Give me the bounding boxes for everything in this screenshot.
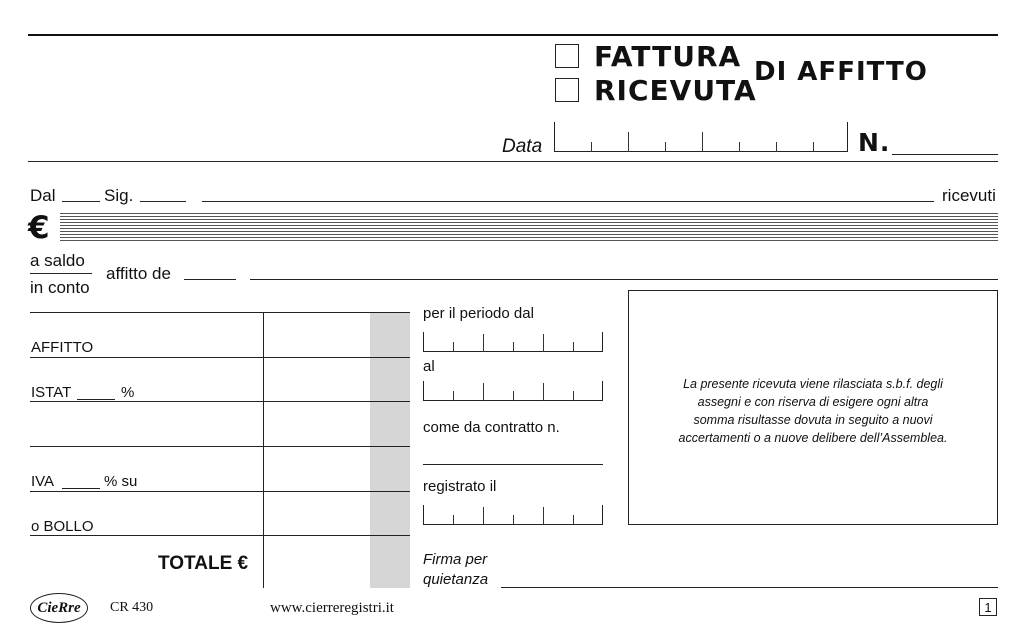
- registered-tick: [513, 515, 514, 525]
- contract-number-field[interactable]: [423, 464, 603, 465]
- registered-tick: [483, 507, 484, 525]
- sig-label: Sig.: [104, 186, 134, 205]
- table-row-line: [30, 312, 410, 313]
- website-link[interactable]: www.cierreregistri.it: [270, 600, 394, 616]
- registered-tick: [543, 507, 544, 525]
- table-row-istat: ISTAT: [31, 384, 72, 401]
- disclaimer-line: somma risultasse dovuta in seguito a nuovi: [693, 413, 933, 427]
- table-column-divider: [263, 312, 264, 588]
- period-from-tick: [543, 334, 544, 352]
- disclaimer-line: accertamenti o a nuove delibere dell’Assemblea.: [678, 431, 948, 445]
- table-row-iva: IVA: [31, 473, 55, 490]
- document-title: DI AFFITTO: [754, 57, 928, 87]
- disclaimer-line: assegni e con riserva di esigere ogni altra: [697, 395, 929, 409]
- table-row-line: [30, 446, 410, 447]
- disclaimer-text: [636, 375, 990, 447]
- table-row-line: [30, 401, 410, 402]
- disclaimer-line: La presente ricevuta viene rilasciata s.b.f. degli: [683, 377, 943, 391]
- table-row-bollo: o BOLLO: [31, 518, 94, 535]
- number-field[interactable]: [892, 154, 998, 155]
- total-label: TOTALE €: [158, 553, 249, 574]
- period-to-tick: [573, 391, 574, 401]
- iva-percent-field[interactable]: [62, 488, 100, 489]
- euro-icon: €: [28, 210, 50, 246]
- signature-label-line1: Firma per: [423, 551, 488, 568]
- period-from-label: per il periodo dal: [423, 305, 534, 322]
- fattura-checkbox[interactable]: [555, 44, 579, 68]
- date-tick: [739, 142, 740, 152]
- date-label: Data: [502, 136, 543, 157]
- cents-column: [370, 312, 410, 588]
- table-row-line: [30, 357, 410, 358]
- istat-percent-label: %: [121, 384, 135, 401]
- period-to-label: al: [423, 358, 435, 375]
- ricevuta-checkbox[interactable]: [555, 78, 579, 102]
- conto-label: in conto: [30, 278, 90, 297]
- ricevuta-option-label: RICEVUTA: [594, 74, 757, 107]
- iva-percent-label: % su: [104, 473, 138, 490]
- signature-field[interactable]: [501, 587, 998, 588]
- affitto-de-field[interactable]: [184, 279, 236, 280]
- period-from-tick: [483, 334, 484, 352]
- payer-name-field[interactable]: [202, 201, 934, 202]
- period-from-tick: [573, 342, 574, 352]
- sig-field[interactable]: [140, 201, 186, 202]
- period-to-tick: [543, 383, 544, 401]
- date-tick: [702, 132, 703, 152]
- registered-tick: [453, 515, 454, 525]
- contract-label: come da contratto n.: [423, 419, 560, 436]
- table-row-line: [30, 491, 410, 492]
- period-to-tick: [483, 383, 484, 401]
- ricevuti-label: ricevuti: [942, 186, 996, 205]
- property-description-field[interactable]: [250, 279, 998, 280]
- istat-percent-field[interactable]: [77, 399, 115, 400]
- period-to-tick: [513, 391, 514, 401]
- page-number: 1: [979, 598, 997, 616]
- affitto-label: affitto de: [106, 264, 171, 283]
- date-tick: [776, 142, 777, 152]
- saldo-label: a saldo: [30, 251, 85, 270]
- model-code: CR 430: [110, 600, 154, 615]
- period-from-tick: [513, 342, 514, 352]
- date-tick: [591, 142, 592, 152]
- signature-label-line2: quietanza: [423, 571, 489, 588]
- saldo-conto-divider: [30, 273, 92, 274]
- registered-label: registrato il: [423, 478, 497, 495]
- table-row-affitto: AFFITTO: [31, 339, 94, 356]
- dal-label: Dal: [30, 186, 56, 205]
- table-row-line: [30, 535, 410, 536]
- amount-in-words-field[interactable]: [60, 213, 998, 243]
- top-rule: [28, 34, 998, 36]
- date-tick: [813, 142, 814, 152]
- date-tick: [628, 132, 629, 152]
- period-to-tick: [453, 391, 454, 401]
- registered-tick: [573, 515, 574, 525]
- fattura-option-label: FATTURA: [594, 40, 742, 73]
- number-label: N.: [858, 128, 891, 157]
- date-tick: [665, 142, 666, 152]
- dal-field[interactable]: [62, 201, 100, 202]
- period-from-tick: [453, 342, 454, 352]
- date-field[interactable]: [554, 122, 848, 152]
- header-rule: [28, 161, 998, 162]
- cierre-logo: CieRre: [30, 593, 88, 623]
